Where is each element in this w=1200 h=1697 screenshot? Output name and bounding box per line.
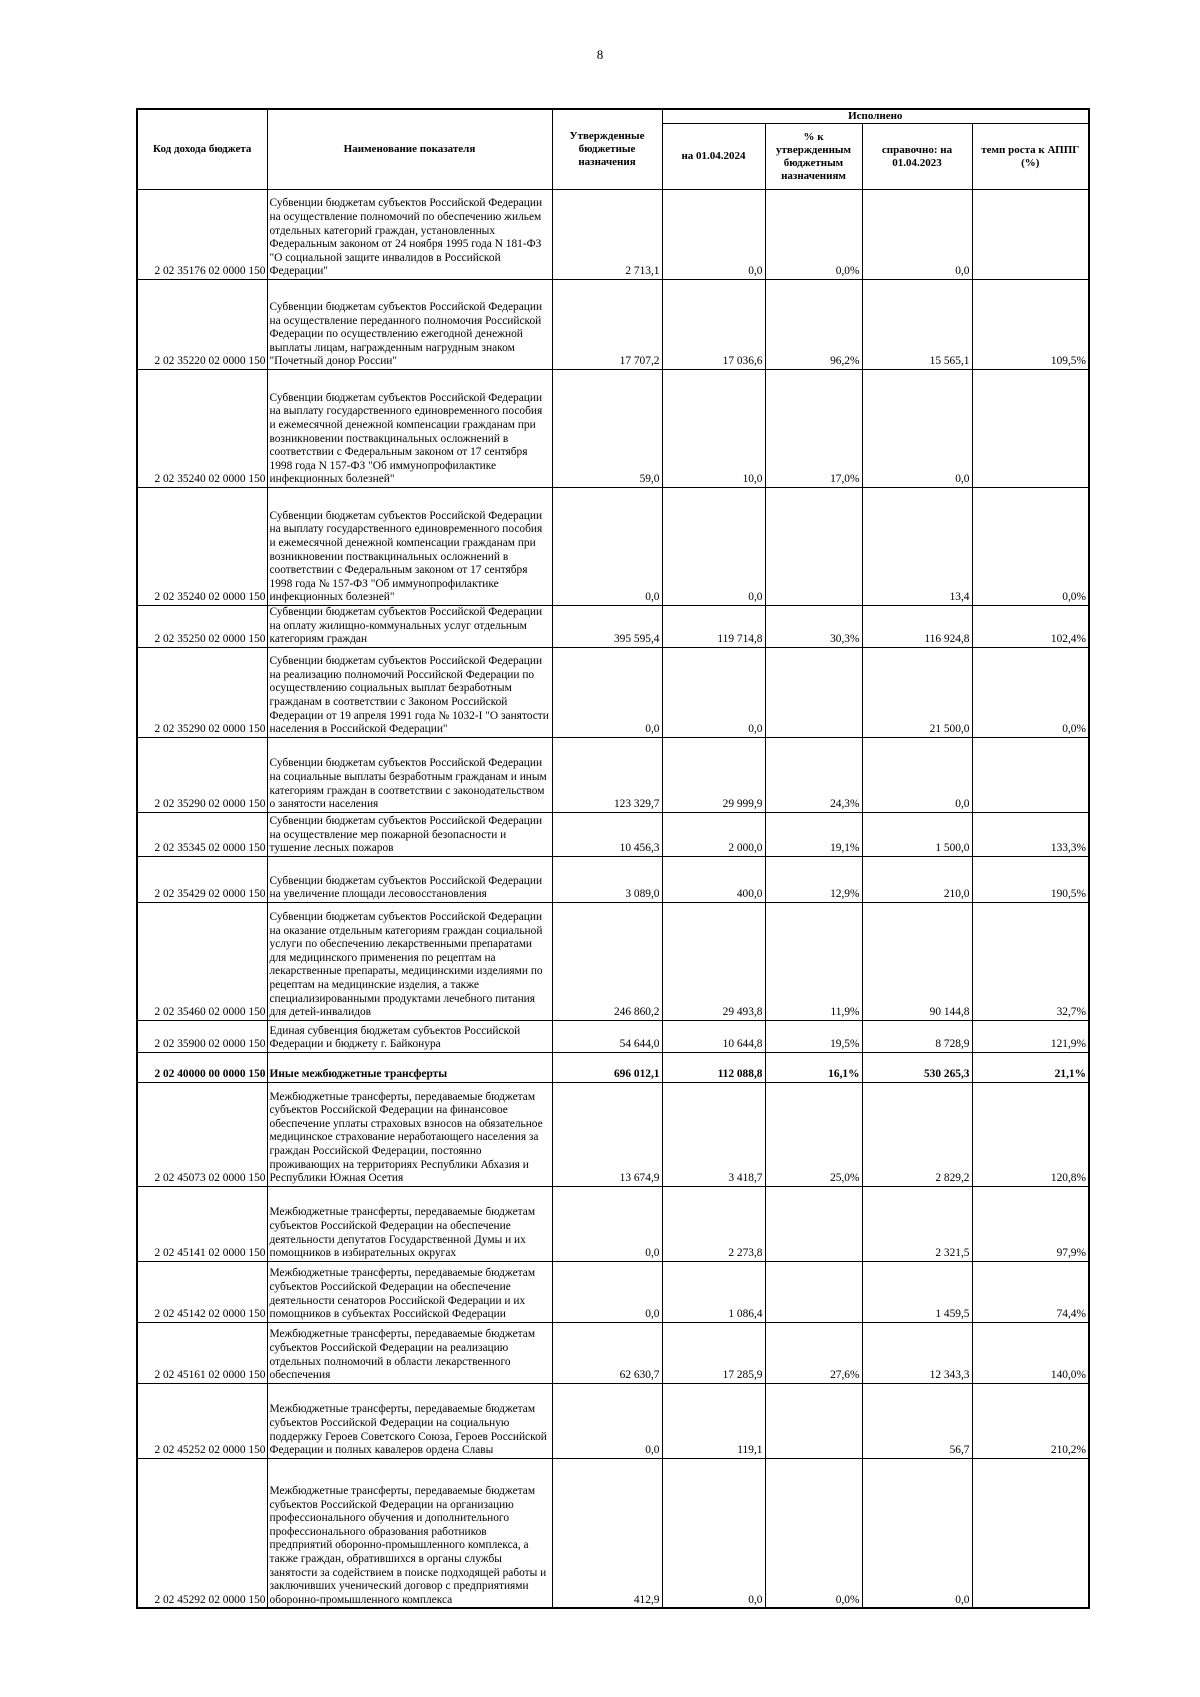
growth-cell: 21,1% [972,1052,1089,1082]
percent-cell: 11,9% [765,902,862,1020]
name-cell: Единая субвенция бюджетам субъектов Российской Федерации и бюджету г. Байконура [267,1020,552,1052]
header-growth: темп роста к АППГ (%) [972,124,1089,190]
code-cell: 2 02 35250 02 0000 150 [137,606,267,648]
reference-cell: 8 728,9 [862,1020,972,1052]
code-cell: 2 02 35290 02 0000 150 [137,647,267,737]
approved-cell: 412,9 [552,1458,662,1608]
executed-on-date-cell: 0,0 [662,488,765,606]
growth-cell: 109,5% [972,280,1089,370]
code-cell: 2 02 35900 02 0000 150 [137,1020,267,1052]
table-row [137,280,1089,370]
budget-revenue-table [136,108,1090,1609]
percent-cell: 24,3% [765,737,862,812]
reference-cell: 1 459,5 [862,1261,972,1322]
approved-cell: 0,0 [552,488,662,606]
percent-cell [765,1186,862,1261]
executed-on-date-cell: 0,0 [662,647,765,737]
percent-cell [765,647,862,737]
reference-cell: 1 500,0 [862,812,972,856]
reference-cell: 2 829,2 [862,1082,972,1186]
executed-on-date-cell: 119 714,8 [662,606,765,648]
header-on-date: на 01.04.2024 [662,124,765,190]
approved-cell: 0,0 [552,1261,662,1322]
percent-cell: 27,6% [765,1322,862,1383]
reference-cell: 13,4 [862,488,972,606]
name-cell: Межбюджетные трансферты, передаваемые бюджетам субъектов Российской Федерации на социальную поддержку Героев Советского Союза, Героев Российской Федерации и полных кавалеров ордена Славы [267,1383,552,1458]
reference-cell: 2 321,5 [862,1186,972,1261]
growth-cell: 121,9% [972,1020,1089,1052]
percent-cell [765,488,862,606]
code-cell: 2 02 35290 02 0000 150 [137,737,267,812]
reference-cell: 116 924,8 [862,606,972,648]
name-cell: Субвенции бюджетам субъектов Российской Федерации на увеличение площади лесовосстановления [267,856,552,902]
name-cell: Субвенции бюджетам субъектов Российской Федерации на социальные выплаты безработным гражданам и иным категориям граждан в соответствии с законодательством о занятости населения [267,737,552,812]
percent-cell: 12,9% [765,856,862,902]
reference-cell: 530 265,3 [862,1052,972,1082]
approved-cell: 13 674,9 [552,1082,662,1186]
executed-on-date-cell: 400,0 [662,856,765,902]
table-row [137,902,1089,1020]
growth-cell: 140,0% [972,1322,1089,1383]
reference-cell: 0,0 [862,1458,972,1608]
percent-cell: 19,1% [765,812,862,856]
reference-cell: 15 565,1 [862,280,972,370]
executed-on-date-cell: 2 000,0 [662,812,765,856]
approved-cell: 54 644,0 [552,1020,662,1052]
executed-on-date-cell: 0,0 [662,190,765,280]
percent-cell [765,1383,862,1458]
reference-cell: 90 144,8 [862,902,972,1020]
growth-cell: 102,4% [972,606,1089,648]
table-row [137,1383,1089,1458]
name-cell: Субвенции бюджетам субъектов Российской Федерации на осуществление переданного полномочия Российской Федерации по осуществлению ежегодной денежной выплаты лицам, награжденным нагрудным знаком "Почетный донор России" [267,280,552,370]
approved-cell: 3 089,0 [552,856,662,902]
growth-cell: 0,0% [972,488,1089,606]
approved-cell: 10 456,3 [552,812,662,856]
code-cell: 2 02 35460 02 0000 150 [137,902,267,1020]
code-cell: 2 02 35240 02 0000 150 [137,370,267,488]
growth-cell: 210,2% [972,1383,1089,1458]
name-cell: Субвенции бюджетам субъектов Российской Федерации на осуществление полномочий по обеспечению жильем отдельных категорий граждан, установленных Федеральным законом от 24 ноября 1995 года N 181-ФЗ "О социальной защите инвалидов в Российской Федерации" [267,190,552,280]
reference-cell: 210,0 [862,856,972,902]
name-cell: Субвенции бюджетам субъектов Российской Федерации на оказание отдельным категориям граждан социальной услуги по обеспечению лекарственными препаратами для медицинского применения по рецептам на лекарственные препараты, медицинскими изделиями по рецептам на медицинские изделия, а также специализированными продуктами лечебного питания для детей-инвалидов [267,902,552,1020]
percent-cell: 30,3% [765,606,862,648]
percent-cell [765,1261,862,1322]
name-cell: Субвенции бюджетам субъектов Российской Федерации на выплату государственного единовременного пособия и ежемесячной денежной компенсации гражданам при возникновении поствакцинальных осложнений в соответствии с Федеральным законом от 17 сентября 1998 года № 157-ФЗ "Об иммунопрофилактике инфекционных болезней" [267,488,552,606]
growth-cell: 32,7% [972,902,1089,1020]
header-name: Наименование показателя [267,109,552,190]
reference-cell: 0,0 [862,370,972,488]
reference-cell: 0,0 [862,737,972,812]
header-reference: справочно: на 01.04.2023 [862,124,972,190]
table-row [137,737,1089,812]
approved-cell: 246 860,2 [552,902,662,1020]
executed-on-date-cell: 17 285,9 [662,1322,765,1383]
code-cell: 2 02 35240 02 0000 150 [137,488,267,606]
percent-cell: 0,0% [765,1458,862,1608]
code-cell: 2 02 35220 02 0000 150 [137,280,267,370]
table-row [137,1052,1089,1082]
name-cell: Межбюджетные трансферты, передаваемые бюджетам субъектов Российской Федерации на финансовое обеспечение уплаты страховых взносов на обязательное медицинское страхование неработающего населения за граждан Российской Федерации, постоянно проживающих на территориях Республики Абхазия и Республики Южная Осетия [267,1082,552,1186]
table-row [137,190,1089,280]
executed-on-date-cell: 10 644,8 [662,1020,765,1052]
growth-cell [972,1458,1089,1608]
name-cell: Межбюджетные трансферты, передаваемые бюджетам субъектов Российской Федерации на обеспечение деятельности депутатов Государственной Думы и их помощников в избирательных округах [267,1186,552,1261]
executed-on-date-cell: 29 493,8 [662,902,765,1020]
executed-on-date-cell: 2 273,8 [662,1186,765,1261]
executed-on-date-cell: 112 088,8 [662,1052,765,1082]
code-cell: 2 02 40000 00 0000 150 [137,1052,267,1082]
name-cell: Субвенции бюджетам субъектов Российской Федерации на осуществление мер пожарной безопасности и тушение лесных пожаров [267,812,552,856]
header-approved: Утвержденные бюджетные назначения [552,109,662,190]
growth-cell: 133,3% [972,812,1089,856]
approved-cell: 395 595,4 [552,606,662,648]
growth-cell: 190,5% [972,856,1089,902]
executed-on-date-cell: 1 086,4 [662,1261,765,1322]
growth-cell [972,190,1089,280]
header-percent: % к утвержденным бюджетным назначениям [765,124,862,190]
percent-cell: 19,5% [765,1020,862,1052]
table-row [137,1186,1089,1261]
approved-cell: 0,0 [552,647,662,737]
executed-on-date-cell: 0,0 [662,1458,765,1608]
name-cell: Иные межбюджетные трансферты [267,1052,552,1082]
growth-cell [972,737,1089,812]
approved-cell: 62 630,7 [552,1322,662,1383]
code-cell: 2 02 45252 02 0000 150 [137,1383,267,1458]
table-body [137,190,1089,1609]
name-cell: Субвенции бюджетам субъектов Российской Федерации на реализацию полномочий Российской Федерации по осуществлению социальных выплат безработным гражданам в соответствии с Законом Российской Федерации от 19 апреля 1991 года № 1032-I "О занятости населения в Российской Федерации" [267,647,552,737]
table-row [137,370,1089,488]
approved-cell: 696 012,1 [552,1052,662,1082]
approved-cell: 17 707,2 [552,280,662,370]
executed-on-date-cell: 29 999,9 [662,737,765,812]
percent-cell: 25,0% [765,1082,862,1186]
executed-on-date-cell: 119,1 [662,1383,765,1458]
executed-on-date-cell: 3 418,7 [662,1082,765,1186]
approved-cell: 0,0 [552,1383,662,1458]
percent-cell: 16,1% [765,1052,862,1082]
executed-on-date-cell: 17 036,6 [662,280,765,370]
table-row [137,1261,1089,1322]
approved-cell: 0,0 [552,1186,662,1261]
name-cell: Межбюджетные трансферты, передаваемые бюджетам субъектов Российской Федерации на организацию профессионального обучения и дополнительного профессионального образования работников предприятий оборонно-промышленного комплекса, а также граждан, обратившихся в органы службы занятости за содействием в поиске подходящей работы и заключивших ученический договор с предприятиями оборонно-промышленного комплекса [267,1458,552,1608]
header-code: Код дохода бюджета [137,109,267,190]
code-cell: 2 02 35345 02 0000 150 [137,812,267,856]
name-cell: Межбюджетные трансферты, передаваемые бюджетам субъектов Российской Федерации на реализацию отдельных полномочий в области лекарственного обеспечения [267,1322,552,1383]
growth-cell: 74,4% [972,1261,1089,1322]
code-cell: 2 02 45292 02 0000 150 [137,1458,267,1608]
table-row [137,1322,1089,1383]
name-cell: Субвенции бюджетам субъектов Российской Федерации на оплату жилищно-коммунальных услуг отдельным категориям граждан [267,606,552,648]
approved-cell: 59,0 [552,370,662,488]
percent-cell: 17,0% [765,370,862,488]
approved-cell: 123 329,7 [552,737,662,812]
table-row [137,1082,1089,1186]
growth-cell [972,370,1089,488]
code-cell: 2 02 45142 02 0000 150 [137,1261,267,1322]
table-row [137,606,1089,648]
page-number: 8 [596,47,604,62]
reference-cell: 21 500,0 [862,647,972,737]
name-cell: Межбюджетные трансферты, передаваемые бюджетам субъектов Российской Федерации на обеспечение деятельности сенаторов Российской Федерации и их помощников в субъектах Российской Федерации [267,1261,552,1322]
name-cell: Субвенции бюджетам субъектов Российской Федерации на выплату государственного единовременного пособия и ежемесячной денежной компенсации гражданам при возникновении поствакцинальных осложнений в соответствии с Федеральным законом от 17 сентября 1998 года N 157-ФЗ "Об иммунопрофилактике инфекционных болезней" [267,370,552,488]
reference-cell: 56,7 [862,1383,972,1458]
table-row [137,1458,1089,1608]
code-cell: 2 02 45161 02 0000 150 [137,1322,267,1383]
growth-cell: 120,8% [972,1082,1089,1186]
growth-cell: 0,0% [972,647,1089,737]
reference-cell: 0,0 [862,190,972,280]
approved-cell: 2 713,1 [552,190,662,280]
code-cell: 2 02 35429 02 0000 150 [137,856,267,902]
code-cell: 2 02 35176 02 0000 150 [137,190,267,280]
table-row [137,812,1089,856]
percent-cell: 0,0% [765,190,862,280]
table-row [137,856,1089,902]
code-cell: 2 02 45141 02 0000 150 [137,1186,267,1261]
header-executed: Исполнено [662,109,1089,124]
table-row [137,488,1089,606]
reference-cell: 12 343,3 [862,1322,972,1383]
table-row [137,1020,1089,1052]
growth-cell: 97,9% [972,1186,1089,1261]
percent-cell: 96,2% [765,280,862,370]
executed-on-date-cell: 10,0 [662,370,765,488]
code-cell: 2 02 45073 02 0000 150 [137,1082,267,1186]
table-row [137,647,1089,737]
